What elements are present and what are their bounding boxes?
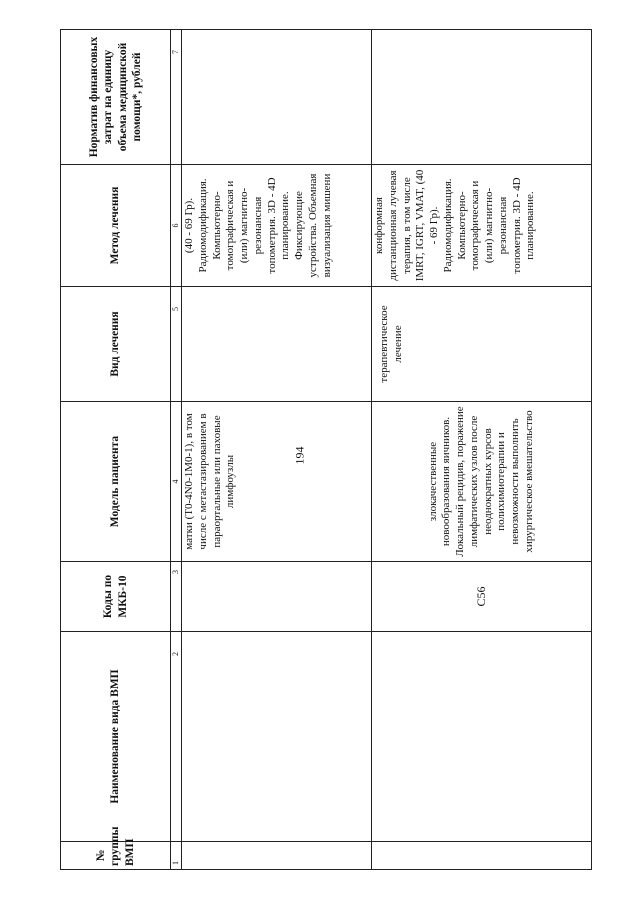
cell-treatment-type: терапевтическое лечение (372, 287, 592, 402)
column-number: 5 (171, 287, 182, 402)
header-cost-norm: Норматив финансовых затрат на единицу объема медицинской помощи*, рублей (61, 30, 171, 165)
table-row (182, 30, 372, 870)
cell-treatment-type (182, 287, 372, 402)
page-number: 194 (292, 446, 307, 465)
column-number: 7 (171, 30, 182, 165)
column-number-row (171, 30, 182, 870)
cell-group (182, 842, 372, 870)
column-number: 4 (171, 402, 182, 562)
header-group-number: № группы ВМП (61, 842, 171, 870)
cell-patient-model: злокачественные новообразования яичников. Локальный рецидив, поражение лимфатических узлов после неоднократных курсов полихимиотерапии и невозможности выполнить хирургическое вмешательство (372, 402, 592, 562)
header-treatment-type: Вид лечения (61, 287, 171, 402)
cell-codes: C56 (372, 562, 592, 632)
column-number: 2 (171, 632, 182, 842)
header-patient-model: Модель пациента (61, 402, 171, 562)
column-number: 3 (171, 562, 182, 632)
column-number: 6 (171, 165, 182, 287)
cell-patient-model: матки (T0-4N0-1M0-1), в том числе с метастазированием в параортальные или паховые лимфоузлы (182, 402, 372, 562)
cell-codes (182, 562, 372, 632)
cell-method: (40 - 69 Гр). Радиомодификация. Компьютерно-томографическая и (или) магнитно-резонансная топометрия. 3D - 4D планирование. Фиксирующие устройства. Объемная визуализация мишени (182, 165, 372, 287)
cell-group (372, 842, 592, 870)
cell-vmp-name (372, 632, 592, 842)
header-vmp-name: Наименование вида ВМП (61, 632, 171, 842)
cell-norm (182, 30, 372, 165)
vmp-table (60, 29, 592, 870)
table-container (60, 30, 590, 870)
cell-norm (372, 30, 592, 165)
cell-vmp-name (182, 632, 372, 842)
cell-method: конформная дистанционная лучевая терапия, в том числе IMRT, IGRT, VMAT, (40 - 69 Гр). Радиомодификация. Компьютерно-томографическая и (или) магнитно-резонансная топометрия. 3D - 4D планирование. (372, 165, 592, 287)
rotated-page-area (60, 30, 590, 870)
header-treatment-method: Метод лечения (61, 165, 171, 287)
header-icd-codes: Коды по МКБ-10 (61, 562, 171, 632)
column-number: 1 (171, 842, 182, 870)
table-header-row (61, 30, 171, 870)
table-row (372, 30, 592, 870)
